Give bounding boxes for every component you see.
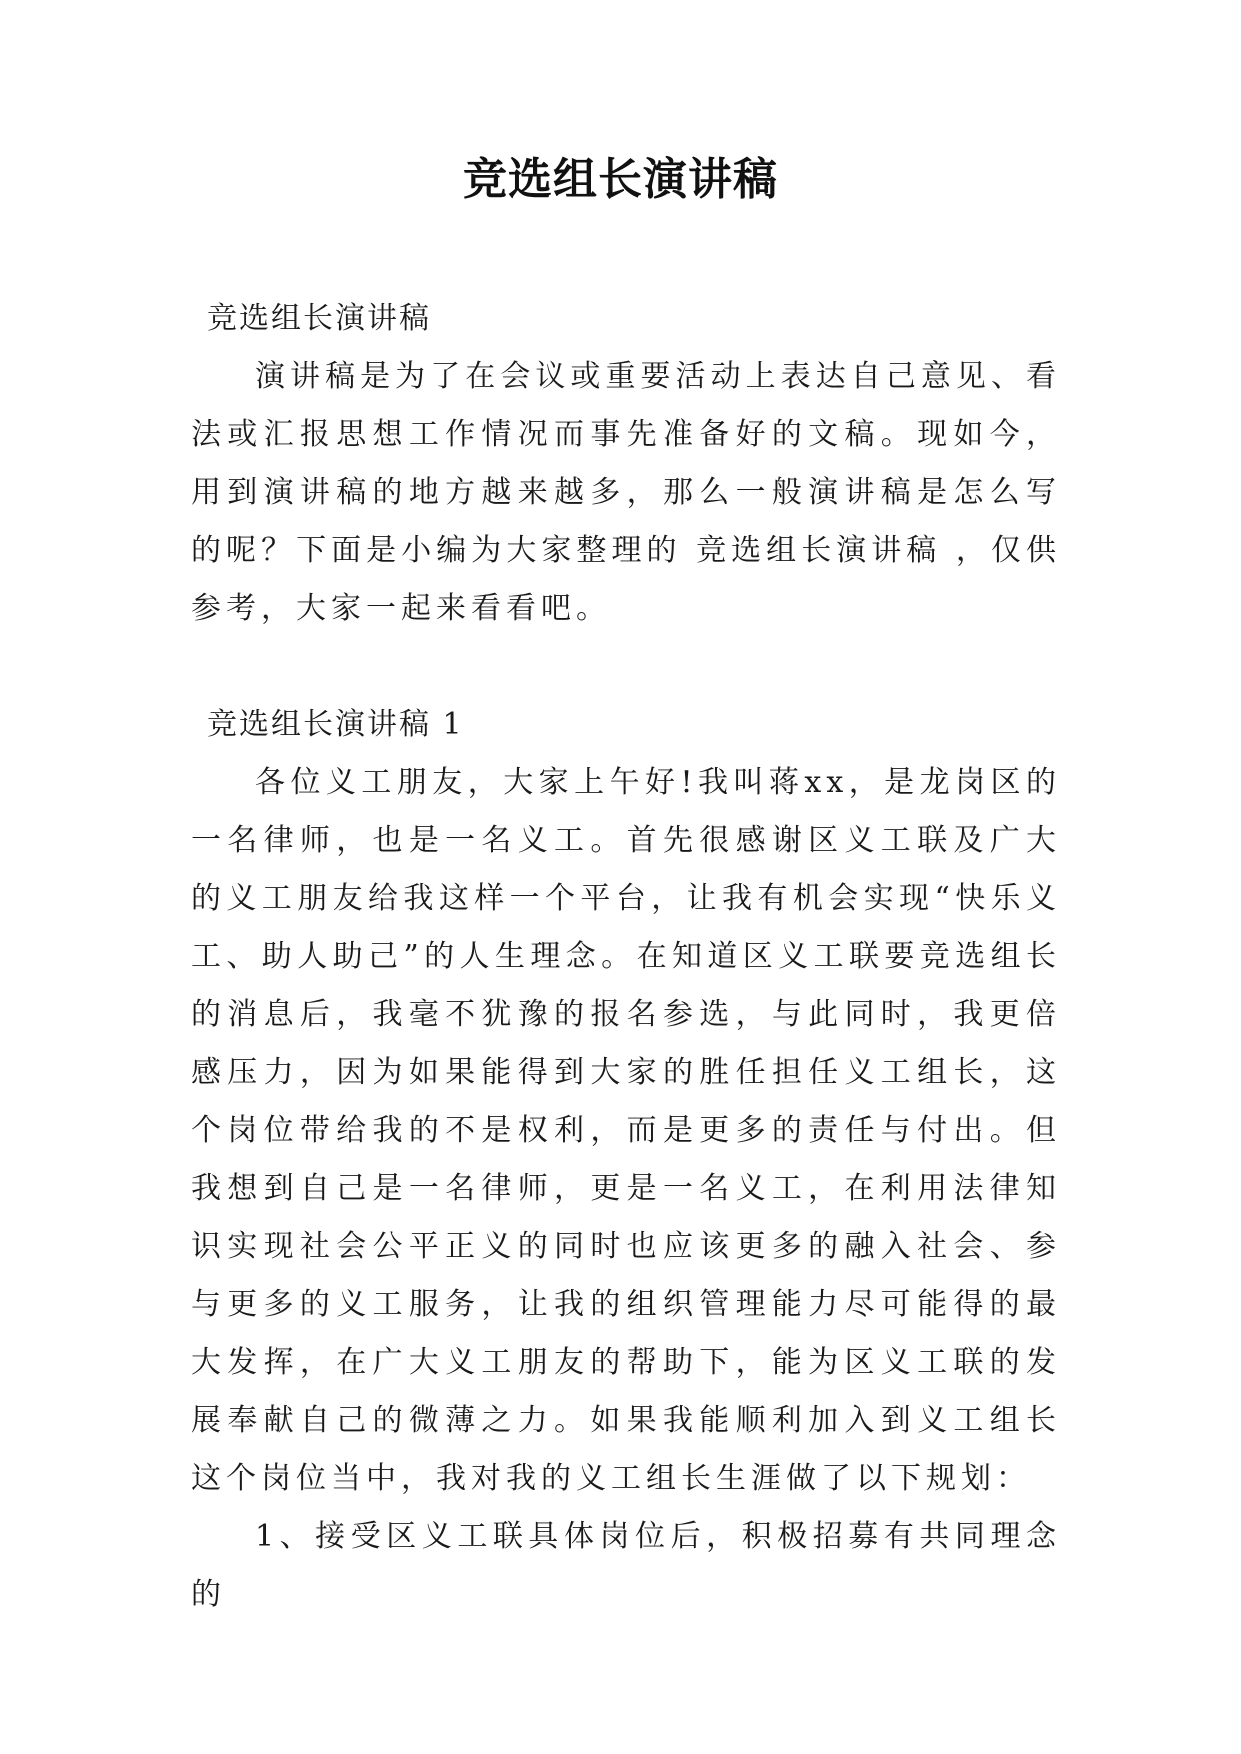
- document-title: 竞选组长演讲稿: [463, 154, 778, 205]
- intro-paragraph: 演讲稿是为了在会议或重要活动上表达自己意见、看法或汇报思想工作情况而事先准备好的文稿。现如今，用到演讲稿的地方越来越多，那么一般演讲稿是怎么写的呢？下面是小编为大家整理的 竞选组长演讲稿 ，仅供参考，大家一起来看看吧。: [191, 359, 1061, 626]
- document-body: [191, 290, 1061, 1624]
- section-spacer: [191, 638, 1061, 696]
- section1-paragraph: 各位义工朋友，大家上午好!我叫蒋xx，是龙岗区的一名律师，也是一名义工。首先很感谢区义工联及广大的义工朋友给我这样一个平台，让我有机会实现“快乐义工、助人助己”的人生理念。在知道区义工联要竞选组长的消息后，我毫不犹豫的报名参选，与此同时，我更倍感压力，因为如果能得到大家的胜任担任义工组长，这个岗位带给我的不是权利，而是更多的责任与付出。但我想到自己是一名律师，更是一名义工，在利用法律知识实现社会公平正义的同时也应该更多的融入社会、参与更多的义工服务，让我的组织管理能力尽可能得的最大发挥，在广大义工朋友的帮助下，能为区义工联的发展奉献自己的微薄之力。如果我能顺利加入到义工组长这个岗位当中，我对我的义工组长生涯做了以下规划：: [191, 765, 1061, 1496]
- section1-heading: 竞选组长演讲稿 1: [207, 707, 464, 742]
- section1-list-item-1: 1、接受区义工联具体岗位后，积极招募有共同理念的: [191, 1519, 1061, 1612]
- intro-heading: 竞选组长演讲稿: [207, 301, 431, 336]
